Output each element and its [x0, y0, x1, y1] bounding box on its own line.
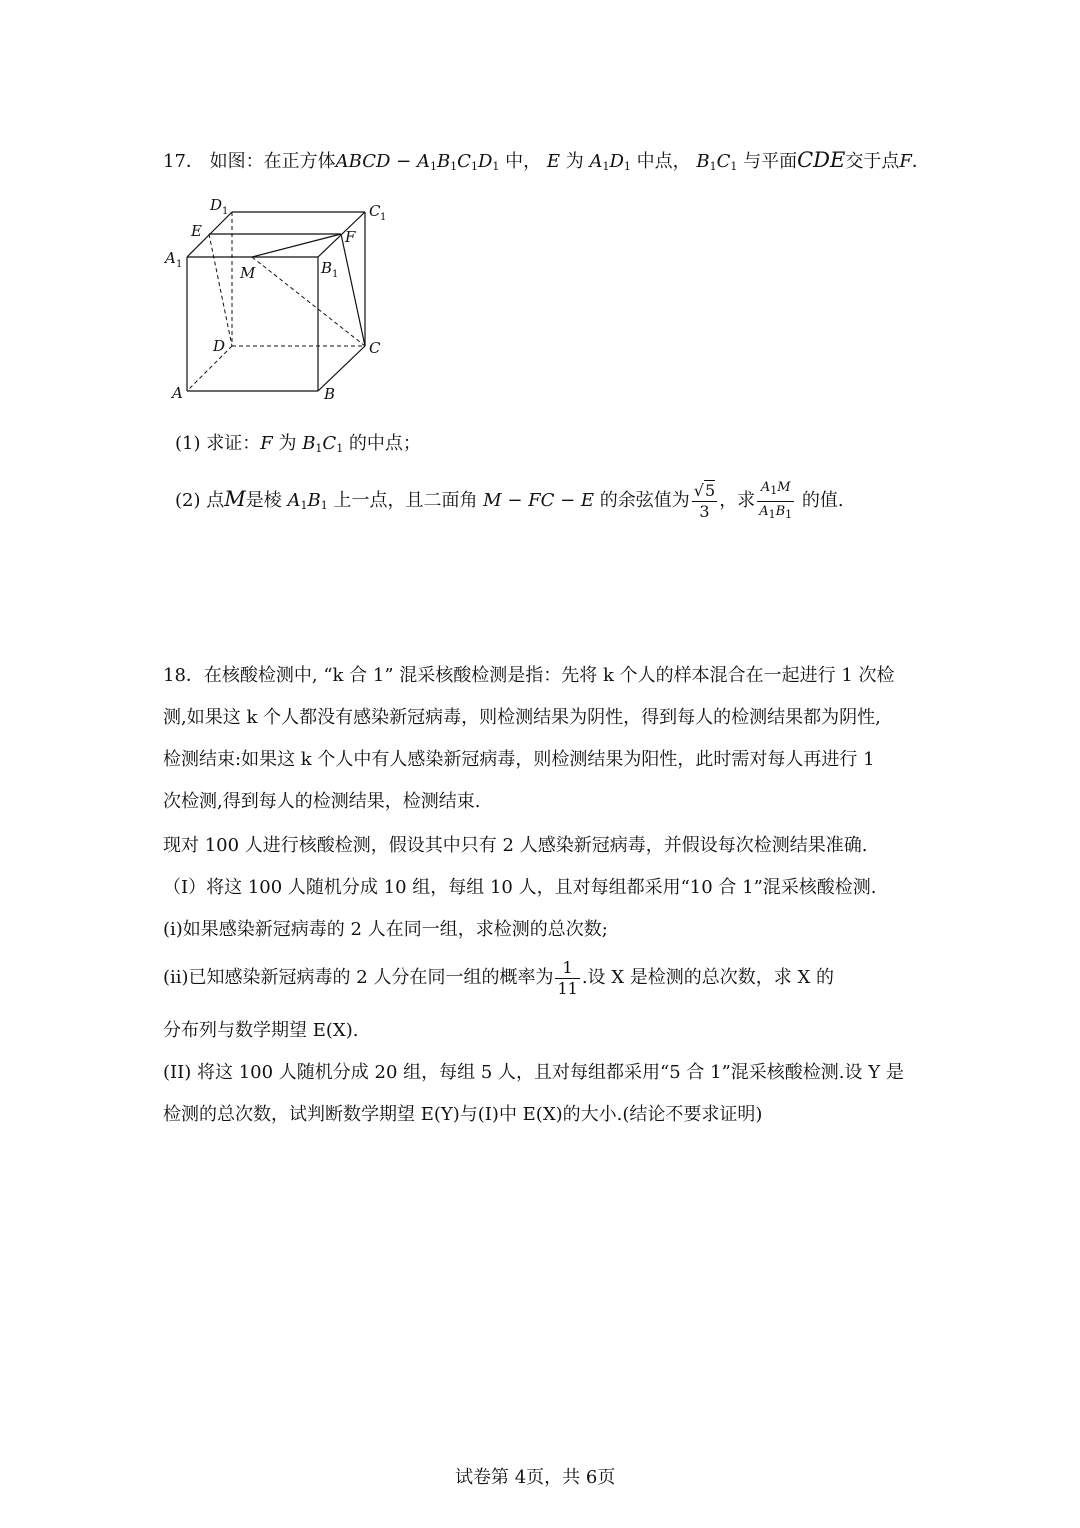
- svg-text:1: 1: [380, 212, 387, 223]
- label-a1: A: [165, 249, 176, 267]
- q18-line-11: 检测的总次数，试判断数学期望 E(Y)与(I)中 E(X)的大小.(结论不要求证明): [163, 1104, 763, 1125]
- label-f: F: [345, 228, 356, 246]
- label-e: E: [191, 222, 202, 240]
- q18-line-1: 18．在核酸检测中, “k 合 1” 混采核酸检测是指：先将 k 个人的样本混合在一起进行 1 次检: [163, 665, 895, 686]
- q18-line-7: (i)如果感染新冠病毒的 2 人在同一组，求检测的总次数;: [163, 919, 608, 940]
- svg-text:1: 1: [222, 206, 229, 217]
- label-c: C: [369, 339, 381, 357]
- label-m: M: [240, 264, 256, 282]
- label-a: A: [172, 384, 183, 402]
- q17-stem: 17． 如图：在正方体ABCD − $A_1B_1C_1D_1$ 中， E 为 $A_1D_1$ 中点， $B_1C_1$ 与平面CDE交于点F．: [163, 148, 930, 173]
- label-b: B: [324, 385, 336, 403]
- label-d: D: [213, 337, 226, 355]
- segment-fm: [252, 234, 341, 257]
- q18-line-4: 次检测,得到每人的检测结果，检测结束.: [163, 791, 481, 812]
- label-b1: B: [321, 259, 333, 277]
- svg-text:1: 1: [176, 259, 183, 270]
- q18-line-8: (ii)已知感染新冠病毒的 2 人分在同一组的概率为 $\frac{1}{11}$ .设 X 是检测的总次数，求 X 的: [163, 957, 835, 998]
- hidden-ed: [209, 234, 232, 346]
- hidden-mc: [252, 257, 365, 346]
- q17-part1: (1) 求证：F 为 $B_1C_1$ 的中点；: [175, 433, 421, 455]
- hidden-da: [187, 346, 232, 391]
- probability-fraction: $\frac{1}{11}$: [557, 957, 578, 998]
- label-c1: C: [369, 202, 381, 220]
- ratio-fraction: $\frac{A_1M}{A_1B_1}$: [759, 479, 793, 521]
- cosine-fraction: $\frac{√5}{3}$: [693, 480, 716, 521]
- q18-line-3: 检测结束:如果这 k 个人中有人感染新冠病毒，则检测结果为阳性，此时需对每人再进行 1: [163, 749, 875, 770]
- q18-line-10: (II) 将这 100 人随机分成 20 组，每组 5 人，且对每组都采用“5 合 1”混采核酸检测.设 Y 是: [163, 1062, 904, 1083]
- q18-line-9: 分布列与数学期望 E(X).: [163, 1020, 359, 1041]
- q17-part2: (2) 点M是棱 $A_1B_1$ 上一点，且二面角 M − FC − E 的余弦值为 $\frac{√5}{3}$ ，求 $\frac{A_1M}{A_1B_1}$ 的值.: [175, 476, 844, 529]
- page-footer: 试卷第 4页，共 6页: [455, 1467, 616, 1488]
- q18-line-6: （I）将这 100 人随机分成 10 组，每组 10 人，且对每组都采用“10 合 1”混采核酸检测.: [163, 877, 877, 898]
- segment-fc: [341, 234, 365, 346]
- svg-text:1: 1: [332, 269, 339, 280]
- label-d1: D: [210, 196, 223, 214]
- q18-line-2: 测,如果这 k 个人都没有感染新冠病毒，则检测结果为阴性，得到每人的检测结果都为阴性,: [163, 707, 881, 728]
- cube-figure: [160, 196, 400, 406]
- q18-line-5: 现对 100 人进行核酸检测，假设其中只有 2 人感染新冠病毒，并假设每次检测结果准确.: [163, 835, 868, 856]
